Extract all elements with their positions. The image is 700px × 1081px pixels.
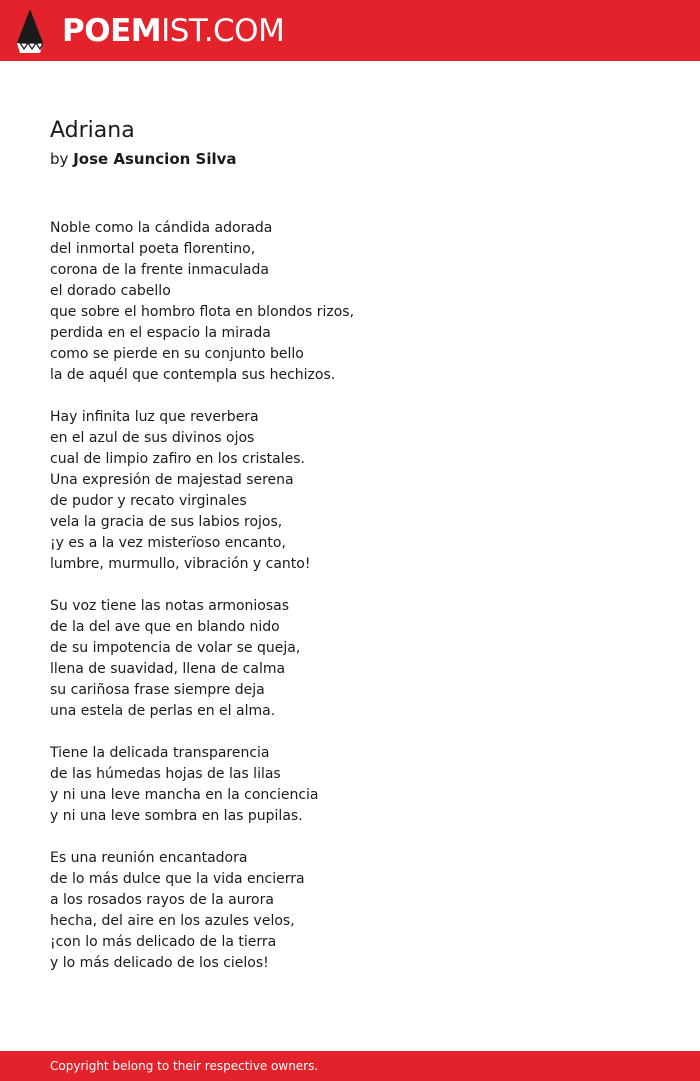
- author-name: Jose Asuncion Silva: [73, 150, 237, 168]
- poem-line: el dorado cabello: [50, 283, 171, 299]
- site-footer: [0, 1051, 700, 1081]
- stanza: [50, 407, 650, 575]
- byline: [50, 147, 237, 171]
- poem-line: de la del ave que en blando nido: [50, 619, 280, 635]
- poem-line: Su voz tiene las notas armoniosas: [50, 598, 290, 614]
- stanza: [50, 743, 650, 827]
- brand-name-strong: POEM: [62, 13, 162, 49]
- poem-line: y lo más delicado de los cielos!: [50, 955, 269, 971]
- poem-line: como se pierde en su conjunto bello: [50, 346, 304, 362]
- site-logo-link[interactable]: [62, 9, 284, 53]
- poem-line: cual de limpio zafiro en los cristales.: [50, 451, 305, 467]
- by-label: by: [50, 150, 69, 168]
- poem-line: Es una reunión encantadora: [50, 850, 248, 866]
- poem-title: Adriana: [50, 118, 135, 143]
- poem-line: a los rosados rayos de la aurora: [50, 892, 274, 908]
- poem-line: de su impotencia de volar se queja,: [50, 640, 301, 656]
- stanza: [50, 596, 650, 722]
- poem-line: de las húmedas hojas de las lilas: [50, 766, 281, 782]
- brand-name-light: IST.COM: [161, 13, 285, 49]
- poem-line: la de aquél que contempla sus hechizos.: [50, 367, 336, 383]
- poem-line: y ni una leve sombra en las pupilas.: [50, 808, 303, 824]
- poem-line: que sobre el hombro flota en blondos rizos,: [50, 304, 355, 320]
- poem-line: Una expresión de majestad serena: [50, 472, 294, 488]
- poem-line: y ni una leve mancha en la conciencia: [50, 787, 319, 803]
- poem-line: Noble como la cándida adorada: [50, 220, 273, 236]
- poem-line: del inmortal poeta florentino,: [50, 241, 256, 257]
- poem-line: de lo más dulce que la vida encierra: [50, 871, 305, 887]
- poem-line: su cariñosa frase siempre deja: [50, 682, 265, 698]
- poem-line: una estela de perlas en el alma.: [50, 703, 276, 719]
- stanza: [50, 218, 650, 386]
- site-header: [0, 0, 700, 61]
- poem-line: Tiene la delicada transparencia: [50, 745, 270, 761]
- poem-line: Hay infinita luz que reverbera: [50, 409, 259, 425]
- copyright-notice: Copyright belong to their respective owners.: [50, 1059, 319, 1073]
- poem-line: hecha, del aire en los azules velos,: [50, 913, 295, 929]
- poem-body: [50, 218, 650, 995]
- poem-line: lumbre, murmullo, vibración y canto!: [50, 556, 311, 572]
- pencil-tip-icon: [17, 9, 43, 53]
- poem-line: en el azul de sus divinos ojos: [50, 430, 255, 446]
- poem-line: de pudor y recato virginales: [50, 493, 247, 509]
- poem-line: llena de suavidad, llena de calma: [50, 661, 286, 677]
- poem-line: corona de la frente inmaculada: [50, 262, 269, 278]
- poem-line: ¡y es a la vez misterïoso encanto,: [50, 535, 286, 551]
- poem-line: ¡con lo más delicado de la tierra: [50, 934, 277, 950]
- stanza: [50, 848, 650, 974]
- poem-line: perdida en el espacio la mirada: [50, 325, 271, 341]
- poem-line: vela la gracia de sus labios rojos,: [50, 514, 283, 530]
